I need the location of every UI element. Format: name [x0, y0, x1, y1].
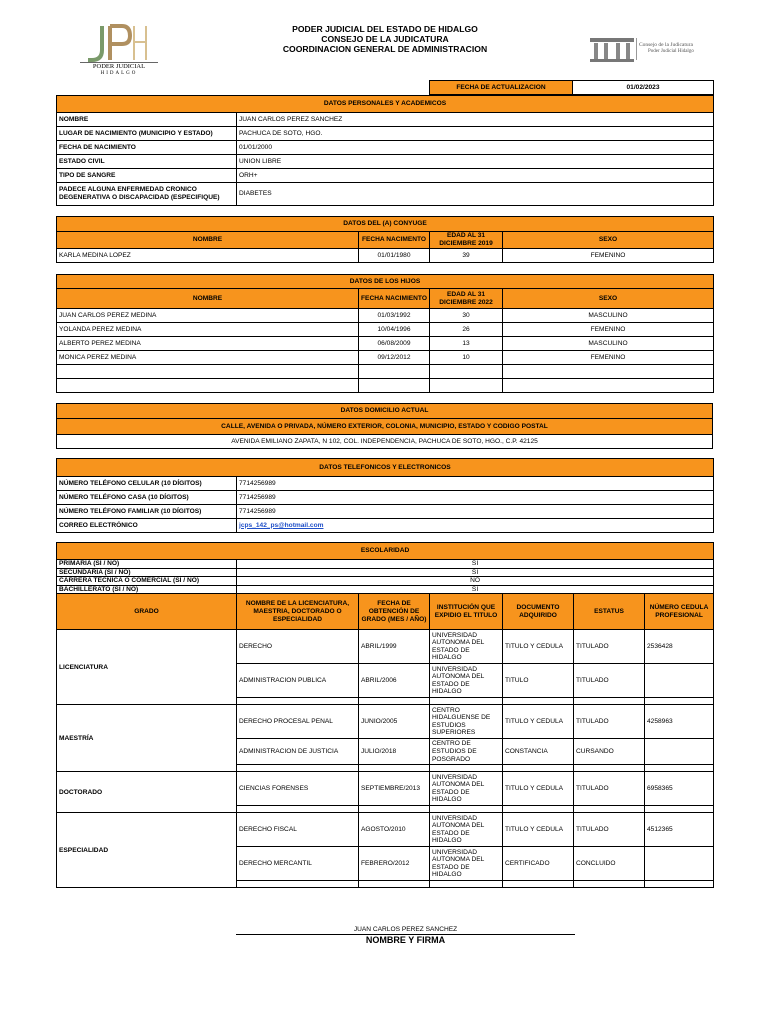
update-date-value: 01/02/2023 — [573, 81, 714, 95]
degree-grade: DOCTORADO — [57, 772, 237, 813]
child-sex: MASCULINO — [503, 337, 714, 351]
child-name: ALBERTO PEREZ MEDINA — [57, 337, 359, 351]
logo-right-text-1: Consejo de la Judicatura — [639, 42, 693, 48]
degree-document: TITULO — [503, 664, 574, 698]
degree-document — [503, 698, 574, 705]
level-value: SI — [237, 560, 714, 569]
table-row — [57, 630, 714, 664]
education-header: INSTITUCIÓN QUE EXPIDIO EL TITULO — [430, 594, 503, 630]
level-label: BACHILLERATO (SI / NO) — [57, 585, 237, 594]
child-name: YOLANDA PEREZ MEDINA — [57, 323, 359, 337]
child-name: MONICA PEREZ MEDINA — [57, 351, 359, 365]
degree-license — [645, 765, 714, 772]
degree-status: TITULADO — [574, 705, 645, 739]
level-label: SECUNDARIA (SI / NO) — [57, 568, 237, 577]
degree-status: CURSANDO — [574, 739, 645, 765]
table-row — [57, 705, 714, 739]
child-sex — [503, 379, 714, 393]
table-row — [57, 323, 714, 337]
child-birthdate: 01/03/1992 — [359, 309, 430, 323]
degree-institution: UNIVERSIDAD AUTONOMA DEL ESTADO DE HIDALGO — [430, 847, 503, 881]
children-header: FECHA NACIMIENTO — [359, 289, 430, 309]
degree-name — [237, 881, 359, 888]
degree-date — [359, 881, 430, 888]
degree-status: TITULADO — [574, 664, 645, 698]
table-row — [57, 309, 714, 323]
degree-document: CERTIFICADO — [503, 847, 574, 881]
spouse-header: NOMBRE — [57, 232, 359, 249]
degree-institution — [430, 881, 503, 888]
table-row — [57, 379, 714, 393]
header-line-3: COORDINACION GENERAL DE ADMINISTRACION — [282, 44, 488, 54]
degree-license: 6958365 — [645, 772, 714, 806]
children-header: EDAD AL 31 DICIEMBRE 2022 — [430, 289, 503, 309]
children-header: SEXO — [503, 289, 714, 309]
child-birthdate — [359, 365, 430, 379]
degree-institution: UNIVERSIDAD AUTONOMA DEL ESTADO DE HIDALGO — [430, 664, 503, 698]
degree-document: CONSTANCIA — [503, 739, 574, 765]
email-link[interactable]: jcps_142_ps@hotmail.com — [239, 521, 324, 529]
degree-institution — [430, 765, 503, 772]
education-header: NOMBRE DE LA LICENCIATURA, MAESTRIA, DOCTORADO O ESPECIALIDAD — [237, 594, 359, 630]
address-subtitle: CALLE, AVENIDA O PRIVADA, NÚMERO EXTERIOR, COLONIA, MUNICIPIO, ESTADO Y CODIGO POSTAL — [57, 419, 713, 435]
degree-document — [503, 806, 574, 813]
degree-name: CIENCIAS FORENSES — [237, 772, 359, 806]
spouse-sex: FEMENINO — [503, 249, 714, 263]
degree-document: TITULO Y CEDULA — [503, 813, 574, 847]
child-age: 26 — [430, 323, 503, 337]
header-line-2: CONSEJO DE LA JUDICATURA — [321, 34, 449, 44]
poder-judicial-logo — [80, 20, 158, 78]
personal-label: LUGAR DE NACIMIENTO (MUNICIPIO Y ESTADO) — [57, 127, 237, 141]
degree-status: TITULADO — [574, 630, 645, 664]
child-name: JUAN CARLOS PEREZ MEDINA — [57, 309, 359, 323]
education-header: GRADO — [57, 594, 237, 630]
child-age — [430, 379, 503, 393]
degree-name: ADMINISTRACION PUBLICA — [237, 664, 359, 698]
degree-name — [237, 806, 359, 813]
degree-date: SEPTIEMBRE/2013 — [359, 772, 430, 806]
child-birthdate: 10/04/1996 — [359, 323, 430, 337]
spouse-birthdate: 01/01/1980 — [359, 249, 430, 263]
contact-table — [56, 458, 714, 533]
child-name — [57, 379, 359, 393]
degree-status — [574, 698, 645, 705]
personal-label: TIPO DE SANGRE — [57, 169, 237, 183]
logo-left-subtext: HIDALGO — [100, 71, 138, 76]
spouse-title: DATOS DEL (A) CONYUGE — [57, 217, 714, 232]
child-sex: FEMENINO — [503, 323, 714, 337]
table-row — [57, 337, 714, 351]
degree-name: DERECHO PROCESAL PENAL — [237, 705, 359, 739]
degree-institution: CENTRO DE ESTUDIOS DE POSGRADO — [430, 739, 503, 765]
children-table — [56, 274, 714, 393]
child-sex — [503, 365, 714, 379]
child-name — [57, 365, 359, 379]
child-birthdate: 06/08/2009 — [359, 337, 430, 351]
degree-name: DERECHO FISCAL — [237, 813, 359, 847]
degree-grade: LICENCIATURA — [57, 630, 237, 705]
address-value: AVENIDA EMILIANO ZAPATA, N 102, COL. INDEPENDENCIA, PACHUCA DE SOTO, HGO., C.P. 42125 — [57, 435, 713, 449]
degree-date — [359, 698, 430, 705]
spouse-name: KARLA MEDINA LOPEZ — [57, 249, 359, 263]
degree-date: ABRIL/2006 — [359, 664, 430, 698]
table-row — [57, 351, 714, 365]
personal-value: UNION LIBRE — [237, 155, 714, 169]
email-label: CORREO ELECTRÓNICO — [57, 519, 237, 533]
degree-institution — [430, 806, 503, 813]
level-label: PRIMARIA (SI / NO) — [57, 560, 237, 569]
degree-date: AGOSTO/2010 — [359, 813, 430, 847]
degree-grade: MAESTRÍA — [57, 705, 237, 772]
level-value: SI — [237, 568, 714, 577]
level-value: NO — [237, 577, 714, 586]
degree-license — [645, 698, 714, 705]
degree-status — [574, 806, 645, 813]
degree-name: DERECHO MERCANTIL — [237, 847, 359, 881]
signature-name: JUAN CARLOS PEREZ SANCHEZ — [353, 926, 458, 933]
header-line-1: PODER JUDICIAL DEL ESTADO DE HIDALGO — [292, 24, 478, 34]
degree-grade: ESPECIALIDAD — [57, 813, 237, 888]
degree-status — [574, 765, 645, 772]
degree-document: TITULO Y CEDULA — [503, 772, 574, 806]
education-header: NÚMERO CEDULA PROFESIONAL — [645, 594, 714, 630]
spouse-table — [56, 216, 714, 263]
table-row — [57, 365, 714, 379]
update-date-table — [429, 80, 714, 95]
degree-status — [574, 881, 645, 888]
child-age: 30 — [430, 309, 503, 323]
education-header: FECHA DE OBTENCIÓN DE GRADO (MES / AÑO) — [359, 594, 430, 630]
degree-status: TITULADO — [574, 813, 645, 847]
child-age: 13 — [430, 337, 503, 351]
personal-value: DIABETES — [237, 183, 714, 206]
address-title: DATOS DOMICILIO ACTUAL — [57, 404, 713, 419]
phone-label: NÚMERO TELÉFONO CELULAR (10 DÍGITOS) — [57, 477, 237, 491]
spouse-header: FECHA NACIMENTO — [359, 232, 430, 249]
degree-date: JUNIO/2005 — [359, 705, 430, 739]
degree-license: 2536428 — [645, 630, 714, 664]
phone-label: NÚMERO TELÉFONO FAMILIAR (10 DÍGITOS) — [57, 505, 237, 519]
personal-data-table — [56, 95, 714, 206]
degree-date: JULIO/2018 — [359, 739, 430, 765]
degree-date — [359, 765, 430, 772]
level-label: CARRERA TECNICA O COMERCIAL (SI / NO) — [57, 577, 237, 586]
phone-label: NÚMERO TELÉFONO CASA (10 DÍGITOS) — [57, 491, 237, 505]
degree-name: ADMINISTRACION DE JUSTICIA — [237, 739, 359, 765]
education-header: DOCUMENTO ADQUIRIDO — [503, 594, 574, 630]
degree-license — [645, 664, 714, 698]
personal-value: ORH+ — [237, 169, 714, 183]
degree-institution: UNIVERSIDAD AUTONOMA DEL ESTADO DE HIDALGO — [430, 772, 503, 806]
degree-status: TITULADO — [574, 772, 645, 806]
degree-license — [645, 806, 714, 813]
degree-license: 4512365 — [645, 813, 714, 847]
update-date-label: FECHA DE ACTUALIZACION — [430, 81, 573, 95]
personal-value: 01/01/2000 — [237, 141, 714, 155]
child-age — [430, 365, 503, 379]
child-birthdate — [359, 379, 430, 393]
degree-document: TITULO Y CEDULA — [503, 705, 574, 739]
degree-name — [237, 698, 359, 705]
degree-date: FEBRERO/2012 — [359, 847, 430, 881]
degree-date: ABRIL/1999 — [359, 630, 430, 664]
children-title: DATOS DE LOS HIJOS — [57, 275, 714, 289]
level-value: SI — [237, 585, 714, 594]
personal-label: NOMBRE — [57, 113, 237, 127]
table-row — [57, 813, 714, 847]
personal-label: ESTADO CIVIL — [57, 155, 237, 169]
degree-name: DERECHO — [237, 630, 359, 664]
degree-date — [359, 806, 430, 813]
degree-document — [503, 881, 574, 888]
address-table — [56, 403, 713, 449]
phone-value: 7714256989 — [237, 505, 714, 519]
spouse-age: 39 — [430, 249, 503, 263]
table-row — [57, 772, 714, 806]
logo-left-text: PODER JUDICIAL — [80, 62, 158, 70]
spouse-header: SEXO — [503, 232, 714, 249]
degree-license: 4258963 — [645, 705, 714, 739]
personal-data-title: DATOS PERSONALES Y ACADEMICOS — [57, 96, 714, 113]
degree-license — [645, 739, 714, 765]
signature-label: NOMBRE Y FIRMA — [365, 935, 446, 945]
personal-label: FECHA DE NACIMIENTO — [57, 141, 237, 155]
degree-license — [645, 847, 714, 881]
contact-title: DATOS TELEFONICOS Y ELECTRONICOS — [57, 459, 714, 477]
degree-license — [645, 881, 714, 888]
personal-label: PADECE ALGUNA ENFERMEDAD CRONICO DEGENERATIVA O DISCAPACIDAD (ESPECIFIQUE) — [57, 183, 237, 206]
child-sex: MASCULINO — [503, 309, 714, 323]
phone-value: 7714256989 — [237, 477, 714, 491]
education-title: ESCOLARIDAD — [57, 543, 714, 560]
degree-document — [503, 765, 574, 772]
consejo-judicatura-logo — [588, 34, 708, 64]
education-table — [56, 542, 714, 888]
degree-institution: UNIVERSIDAD AUTONOMA DEL ESTADO DE HIDALGO — [430, 813, 503, 847]
personal-value: PACHUCA DE SOTO, HGO. — [237, 127, 714, 141]
degree-status: CONCLUIDO — [574, 847, 645, 881]
personal-value: JUAN CARLOS PEREZ SANCHEZ — [237, 113, 714, 127]
degree-institution — [430, 698, 503, 705]
child-sex: FEMENINO — [503, 351, 714, 365]
education-header: ESTATUS — [574, 594, 645, 630]
child-age: 10 — [430, 351, 503, 365]
table-row — [57, 249, 714, 263]
degree-name — [237, 765, 359, 772]
degree-document: TITULO Y CEDULA — [503, 630, 574, 664]
spouse-header: EDAD AL 31 DICIEMBRE 2019 — [430, 232, 503, 249]
logo-right-text-2: Poder Judicial Hidalgo — [648, 49, 694, 54]
degree-institution: CENTRO HIDALGUENSE DE ESTUDIOS SUPERIORES — [430, 705, 503, 739]
phone-value: 7714256989 — [237, 491, 714, 505]
child-birthdate: 09/12/2012 — [359, 351, 430, 365]
children-header: NOMBRE — [57, 289, 359, 309]
degree-institution: UNIVERSIDAD AUTONOMA DEL ESTADO DE HIDALGO — [430, 630, 503, 664]
